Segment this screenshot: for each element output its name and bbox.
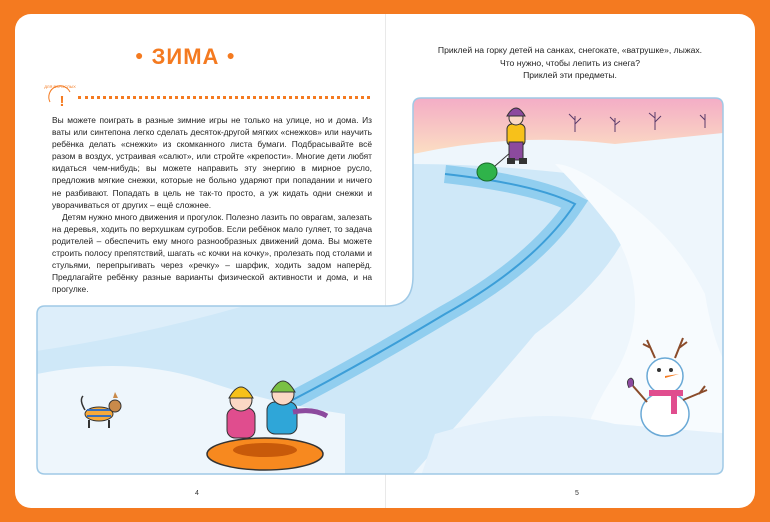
exclamation-icon: ! xyxy=(59,93,65,110)
task-instructions xyxy=(405,44,735,82)
badge-label: ДЛЯ ВЗРОСЛЫХ xyxy=(44,84,76,89)
page-title: ● ЗИМА ● xyxy=(135,44,236,69)
left-page-number: 4 xyxy=(195,490,199,497)
advice-paragraph-1: Вы можете поиграть в разные зимние игры не только на улице, но и дома. Из ваты или синтепона легко сделать десяток-другой мягких «снежков» или научить ребёнка делать «снежки» из скомканного листа бумаги. Подбрасывайте всё разом в воздух, устраивая «салют», или стройте «крепости». Многие дети любят кидаться чем-нибудь; вы можете направить эту энергию в мирное русло, предложив мягкие снежки, которые не больно ударяют при попадании и ничего не разбивают. Попадать в цель не так-то просто, а уж кидать одни снежки и уворачиваться от других – ещё сложнее. xyxy=(52,115,372,210)
title-text: ЗИМА xyxy=(151,44,220,69)
task-line-2: Что нужно, чтобы лепить из снега? xyxy=(499,57,640,68)
advice-paragraph-2: Детям нужно много движения и прогулок. Полезно лазить по оврагам, залезать на деревья, ходить по верхушкам сугробов. Если ребёнок мало гуляет, то задача родителей – обеспечить ему много разнообразных движений дома. Вы можете строить полосу препятствий, шагать «с кочки на кочку», пролезать под столами и стульями, перепрыгивать через «речку» – шарфик, ходить задом наперёд. Предлагайте ребёнку разные варианты физической активности и дома, и на прогулке. xyxy=(52,211,372,295)
dotted-divider xyxy=(78,96,370,99)
parent-advice-text xyxy=(52,114,372,295)
paper-spread xyxy=(15,14,755,508)
for-adults-badge xyxy=(46,82,74,110)
task-line-3: Приклей эти предметы. xyxy=(523,70,617,80)
right-page-number: 5 xyxy=(575,490,579,497)
task-line-1: Приклей на горку детей на санках, снегокате, «ватрушке», лыжах. xyxy=(437,45,703,55)
